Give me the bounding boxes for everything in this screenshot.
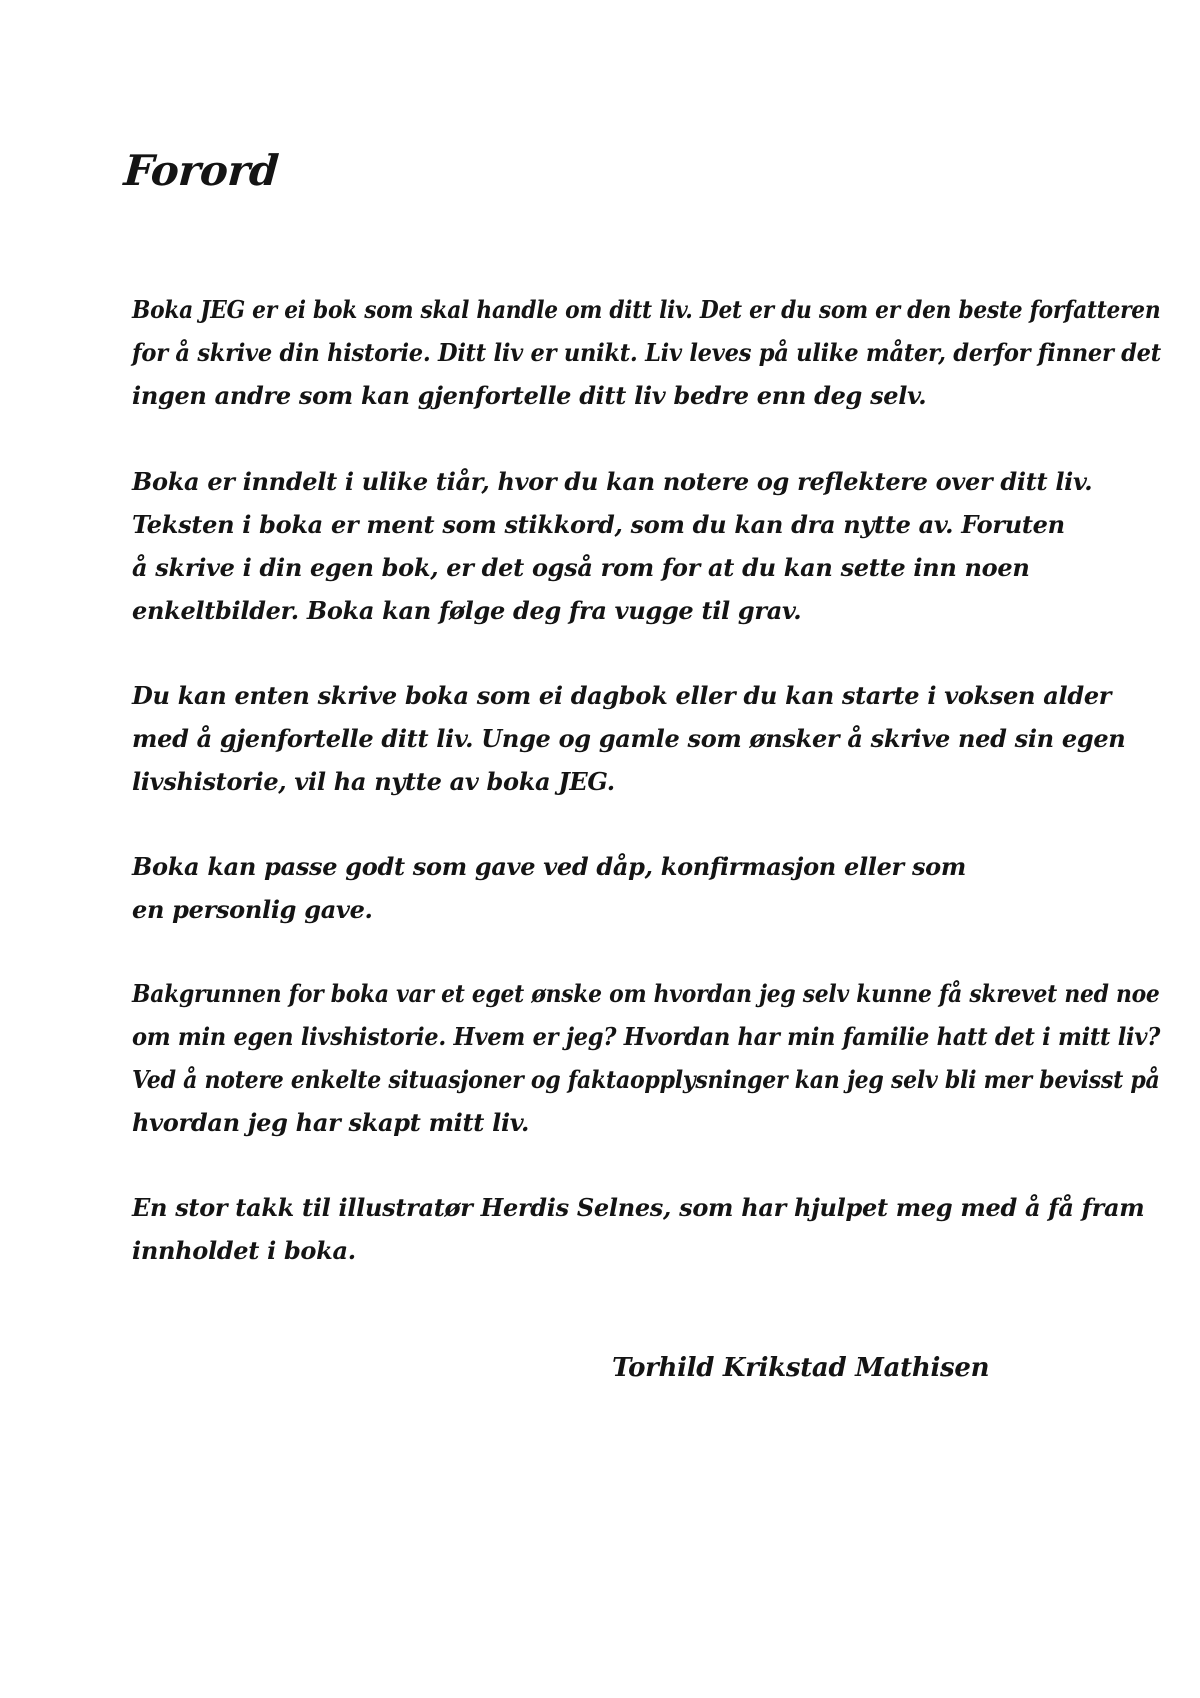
text-line: en personlig gave. <box>132 895 373 924</box>
text-line: Bakgrunnen for boka var et eget ønske om hvordan jeg selv kunne få skrevet ned noe <box>132 979 1160 1008</box>
text-line: om min egen livshistorie. Hvem er jeg? Hvordan har min familie hatt det i mitt liv? <box>132 1022 1161 1051</box>
text-line: livshistorie, vil ha nytte av boka JEG. <box>132 767 615 796</box>
text-line: for å skrive din historie. Ditt liv er unikt. Liv leves på ulike måter, derfor finner det <box>132 338 1161 367</box>
text-line: å skrive i din egen bok, er det også rom for at du kan sette inn noen <box>132 553 1030 582</box>
text-line: En stor takk til illustratør Herdis Selnes, som har hjulpet meg med å få fram <box>132 1193 1145 1222</box>
text-line: med å gjenfortelle ditt liv. Unge og gamle som ønsker å skrive ned sin egen <box>132 724 1126 753</box>
page-title: Forord <box>122 146 280 195</box>
paragraph-gift <box>132 845 966 931</box>
text-line: Teksten i boka er ment som stikkord, som du kan dra nytte av. Foruten <box>132 510 1065 539</box>
text-line: Boka kan passe godt som gave ved dåp, konfirmasjon eller som <box>132 852 966 881</box>
text-line: Boka er inndelt i ulike tiår, hvor du kan notere og reflektere over ditt liv. <box>132 467 1093 496</box>
text-line: Boka JEG er ei bok som skal handle om ditt liv. Det er du som er den beste forfatteren <box>132 295 1161 324</box>
text-line: hvordan jeg har skapt mitt liv. <box>132 1108 530 1137</box>
text-line: enkeltbilder. Boka kan følge deg fra vugge til grav. <box>132 596 802 625</box>
paragraph-thanks <box>132 1186 1144 1272</box>
text-line: Ved å notere enkelte situasjoner og faktaopplysninger kan jeg selv bli mer bevisst på <box>132 1065 1160 1094</box>
paragraph-usage <box>132 674 1125 803</box>
paragraph-background <box>132 972 1200 1144</box>
author-signature: Torhild Krikstad Mathisen <box>612 1353 990 1383</box>
text-line: Du kan enten skrive boka som ei dagbok eller du kan starte i voksen alder <box>132 681 1112 710</box>
paragraph-structure <box>132 460 1092 632</box>
text-line: innholdet i boka. <box>132 1236 356 1265</box>
text-line: ingen andre som kan gjenfortelle ditt liv bedre enn deg selv. <box>132 381 927 410</box>
paragraph-intro <box>132 288 1200 417</box>
